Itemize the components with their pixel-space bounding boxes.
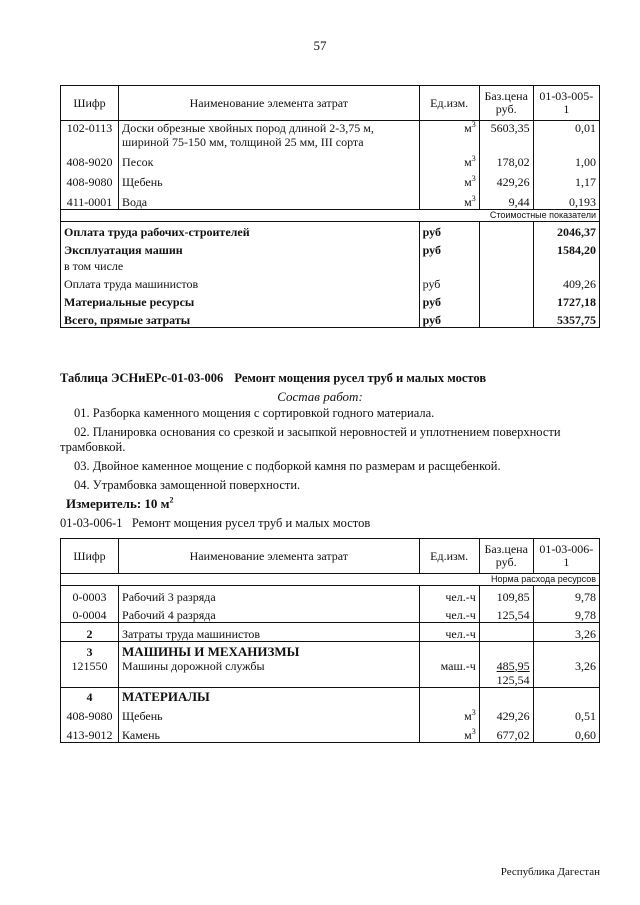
- cost-row: [61, 309, 600, 327]
- row-name: Щебень: [119, 169, 420, 189]
- section-row: [61, 209, 600, 221]
- table-row: [61, 659, 600, 688]
- cost-name: Оплата труда машинистов: [61, 273, 420, 291]
- row-code: 413-9012: [61, 723, 119, 742]
- row-name: Рабочий 4 разряда: [119, 604, 420, 623]
- header-norm-code: 01-03-005-1: [533, 86, 599, 121]
- group-row: [61, 687, 600, 704]
- resource-table-005: [60, 85, 600, 328]
- measurer-sup: 2: [169, 495, 174, 505]
- row-unit: $м^3$: [419, 149, 479, 169]
- row-qty: 3,26: [533, 659, 599, 688]
- row-code: 0-0003: [61, 586, 119, 604]
- header-price-line1: Баз.цена: [484, 542, 528, 556]
- cost-unit: руб: [419, 291, 479, 309]
- table-header: [61, 86, 600, 121]
- cost-row: [61, 239, 600, 257]
- section-label: Стоимостные показатели: [61, 209, 600, 221]
- row-price-main: 485,95: [496, 658, 530, 673]
- cost-name: Оплата труда рабочих-строителей: [61, 221, 420, 239]
- row-unit: чел.-ч: [419, 586, 479, 604]
- row-name: Камень: [119, 723, 420, 742]
- row-qty: 0,51: [533, 704, 599, 723]
- row-qty: 9,78: [533, 586, 599, 604]
- group-name: МАТЕРИАЛЫ: [119, 687, 420, 704]
- row-code: 121550: [61, 659, 119, 688]
- row-qty: 0,60: [533, 723, 599, 742]
- row-code: 408-9080: [61, 169, 119, 189]
- cost-name: Эксплуатация машин: [61, 239, 420, 257]
- page-number: 57: [313, 38, 327, 53]
- header-norm-code: 01-03-006-1: [533, 539, 599, 574]
- header-code: Шифр: [61, 86, 119, 121]
- table-row: [61, 723, 600, 742]
- table-title: [60, 371, 486, 386]
- table-row: [61, 169, 600, 189]
- group-row: [61, 642, 600, 659]
- row-unit: $м^3$: [419, 121, 479, 150]
- work-item: 01. Разборка каменного мощения с сортировкой годного материала.: [74, 406, 435, 420]
- row-price: 429,26: [479, 169, 533, 189]
- row-name: Доски обрезные хвойных пород длиной 2-3,75 м, шириной 75-150 мм, толщиной 25 мм, III сорта: [119, 121, 420, 150]
- row-unit: $м^3$: [419, 189, 479, 209]
- header-code: Шифр: [61, 539, 119, 574]
- cost-row: [61, 221, 600, 239]
- header-price: [479, 86, 533, 121]
- cost-value: 2046,37: [533, 221, 599, 239]
- resource-table-006: [60, 538, 600, 743]
- cost-unit: руб: [419, 239, 479, 257]
- row-unit: $м^3$: [419, 723, 479, 742]
- table-title-prefix: Таблица: [60, 371, 108, 385]
- group-code: 3: [61, 642, 119, 659]
- row-qty: 9,78: [533, 604, 599, 623]
- norm-code-line: 01-03-006-1 Ремонт мощения русел труб и малых мостов: [60, 516, 371, 530]
- header-unit: Ед.изм.: [419, 86, 479, 121]
- row-name: Вода: [119, 189, 420, 209]
- footer-region: Республика Дагестан: [500, 866, 600, 878]
- row-price: [479, 659, 533, 688]
- section-row: [61, 574, 600, 586]
- table-row: [61, 586, 600, 604]
- row-qty: 1,00: [533, 149, 599, 169]
- header-price-line2: руб.: [495, 102, 517, 116]
- header-price-line2: руб.: [495, 555, 517, 569]
- row-qty: 1,17: [533, 169, 599, 189]
- cost-unit: руб: [419, 221, 479, 239]
- table-row: [61, 604, 600, 623]
- row-price: 429,26: [479, 704, 533, 723]
- cost-name: Всего, прямые затраты: [61, 309, 420, 327]
- row-price: 9,44: [479, 189, 533, 209]
- row-name: Затраты труда машинистов: [119, 623, 420, 642]
- group-name: МАШИНЫ И МЕХАНИЗМЫ: [119, 642, 420, 659]
- row-price: 5603,35: [479, 121, 533, 150]
- table-row: [61, 623, 600, 642]
- row-price: 178,02: [479, 149, 533, 169]
- works-heading: Состав работ:: [277, 389, 363, 404]
- header-unit: Ед.изм.: [419, 539, 479, 574]
- table-title-name: Ремонт мощения русел труб и малых мостов: [234, 371, 487, 385]
- table-title-code: ЭСНиЕРс-01-03-006: [111, 371, 224, 385]
- row-name: Щебень: [119, 704, 420, 723]
- table-header: [61, 539, 600, 574]
- work-item: 04. Утрамбовка замощенной поверхности.: [74, 478, 301, 492]
- table-row: [61, 189, 600, 209]
- row-code: 411-0001: [61, 189, 119, 209]
- row-code: 408-9080: [61, 704, 119, 723]
- cost-value: 1584,20: [533, 239, 599, 257]
- row-unit: чел.-ч: [419, 623, 479, 642]
- measurer-label: Измеритель:: [66, 496, 142, 511]
- row-name: Машины дорожной службы: [119, 659, 420, 688]
- cost-row: [61, 273, 600, 291]
- row-code: 102-0113: [61, 121, 119, 150]
- cost-value: 5357,75: [533, 309, 599, 327]
- row-qty: 0,01: [533, 121, 599, 150]
- cost-row: [61, 257, 600, 273]
- row-qty: 3,26: [533, 623, 599, 642]
- row-qty: 0,193: [533, 189, 599, 209]
- cost-unit: [419, 257, 479, 273]
- row-code: 0-0004: [61, 604, 119, 623]
- row-price-secondary: 125,54: [496, 672, 530, 687]
- cost-value: [533, 257, 599, 273]
- work-item: 02. Планировка основания со срезкой и засыпкой неровностей и уплотнением поверхности трамбовкой.: [60, 425, 561, 454]
- row-unit: чел.-ч: [419, 604, 479, 623]
- table-row: [61, 704, 600, 723]
- work-item: 03. Двойное каменное мощение с подборкой камня по размерам и расщебенкой.: [74, 459, 501, 473]
- table-row: [61, 149, 600, 169]
- header-name: Наименование элемента затрат: [119, 539, 420, 574]
- measurer: [66, 496, 174, 512]
- measurer-value: 10 м: [144, 496, 170, 511]
- row-code: 2: [61, 623, 119, 642]
- section-label: Норма расхода ресурсов: [61, 574, 600, 586]
- cost-unit: руб: [419, 309, 479, 327]
- row-price: 109,85: [479, 586, 533, 604]
- header-price-line1: Баз.цена: [484, 89, 528, 103]
- cost-name: в том числе: [61, 257, 420, 273]
- cost-name: Материальные ресурсы: [61, 291, 420, 309]
- header-name: Наименование элемента затрат: [119, 86, 420, 121]
- row-price: [479, 623, 533, 642]
- row-price: 677,02: [479, 723, 533, 742]
- row-name: Песок: [119, 149, 420, 169]
- header-price: [479, 539, 533, 574]
- cost-row: [61, 291, 600, 309]
- group-code: 4: [61, 687, 119, 704]
- row-price: 125,54: [479, 604, 533, 623]
- row-unit: $м^3$: [419, 169, 479, 189]
- row-name: Рабочий 3 разряда: [119, 586, 420, 604]
- cost-unit: руб: [419, 273, 479, 291]
- cost-value: 409,26: [533, 273, 599, 291]
- row-code: 408-9020: [61, 149, 119, 169]
- row-unit: маш.-ч: [419, 659, 479, 688]
- row-unit: $м^3$: [419, 704, 479, 723]
- table-row: [61, 121, 600, 150]
- cost-value: 1727,18: [533, 291, 599, 309]
